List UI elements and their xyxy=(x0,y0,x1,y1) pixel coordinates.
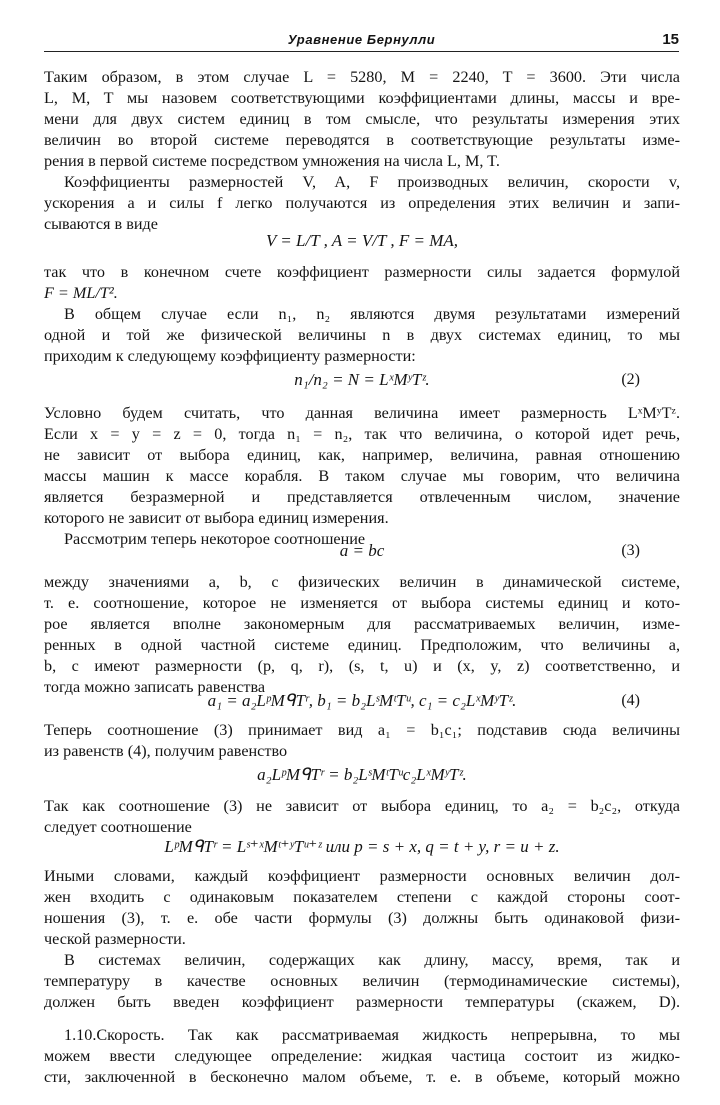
text-line: сти, заключенной в бесконечно малом объеме, т. е. в объеме, который можно xyxy=(44,1068,680,1086)
text-line: которого не зависит от выбора единиц измерения. xyxy=(44,509,389,527)
text-line: ческой размерности. xyxy=(44,930,186,948)
text-line: из равенств (4), получим равенство xyxy=(44,742,288,760)
text-line: между значениями a, b, c физических величин в динамической системе, xyxy=(44,573,680,591)
running-head-title: Уравнение Бернулли xyxy=(287,32,436,47)
equation-dimensions: V = L/T , A = V/T , F = MA, xyxy=(265,231,459,250)
text-line: рения в первой системе посредством умножения на числа L, M, T. xyxy=(44,152,500,170)
equation-exponents: LᵖMᑫTʳ = Lˢ⁺ˣMᵗ⁺ʸTᵘ⁺ᶻ или p = s + x, q = t + y, r = u + z. xyxy=(164,837,560,856)
text-line: Иными словами, каждый коэффициент размерности основных величин дол- xyxy=(44,867,680,885)
text-line: L, M, T мы назовем соответствующими коэффициентами длины, массы и вре- xyxy=(44,89,680,107)
text-line: Коэффициенты размерностей V, A, F производных величин, скорости v, xyxy=(64,173,680,191)
text-line: Если x = y = z = 0, тогда n₁ = n₂, так что величина, о которой идет речь, xyxy=(44,425,680,443)
text-line: приходим к следующему коэффициенту размерности: xyxy=(44,347,416,365)
text-line: Условно будем считать, что данная величина имеет размерность LˣMʸTᶻ. xyxy=(44,404,680,422)
text-line: т. е. соотношение, которое не изменяется от выбора системы единиц и кото- xyxy=(44,594,680,612)
text-line: F = ML/T². xyxy=(44,284,118,302)
text-line: В общем случае если n₁, n₂ являются двумя результатами измерений xyxy=(64,305,680,323)
text-line: b, c имеют размерности (p, q, r), (s, t, u) и (x, y, z) соответственно, и xyxy=(44,657,680,675)
section-heading-line: 1.10.Скорость. Так как рассматриваемая жидкость непрерывна, то мы xyxy=(64,1026,680,1044)
equation-substituted: a₂LᵖMᑫTʳ = b₂LˢMᵗTᵘc₂LˣMʸTᶻ. xyxy=(257,765,467,784)
text-line: должен быть введен коэффициент размерности температуры (скажем, D). xyxy=(44,993,680,1011)
text-line: тогда можно записать равенства xyxy=(44,678,266,696)
equation-3 xyxy=(44,536,680,566)
text-line: можем ввести следующее определение: жидкая частица состоит из жидко- xyxy=(44,1047,680,1065)
text-line: массы машин к массе корабля. В таком случае мы говорим, что величина xyxy=(44,467,680,485)
text-line: температуру в качестве основных величин (термодинамические системы), xyxy=(44,972,680,990)
text-line: ускорения a и силы f легко получаются из определения этих величин и запи- xyxy=(44,194,680,212)
text-line: является безразмерной и представляется отвлеченным числом, значение xyxy=(44,488,680,506)
text-line: жен входить с одинаковым показателем степени с каждой стороны соот- xyxy=(44,888,680,906)
text-line: рое является вполне закономерным для рассматриваемых величин, изме- xyxy=(44,615,680,633)
running-head xyxy=(44,31,679,52)
text-line: величин во второй системе переводятся в соответствующие результаты изме- xyxy=(44,131,680,149)
equation-4-body: a₁ = a₂LᵖMᑫTʳ, b₁ = b₂LˢMᵗTᵘ, c₁ = c₂LˣMʸTᶻ. xyxy=(207,691,517,710)
text-line: Так как соотношение (3) не зависит от выбора единиц, то a₂ = b₂c₂, откуда xyxy=(44,797,680,815)
equation-number-2: (2) xyxy=(621,371,640,388)
text-line: мени для двух систем единиц в том смысле, что результаты измерения этих xyxy=(44,110,680,128)
text-line: одной и той же физической величины n в двух системах единиц, то мы xyxy=(44,326,680,344)
text-line: Таким образом, в этом случае L = 5280, M = 2240, T = 3600. Эти числа xyxy=(44,68,680,86)
equation-3-body: a = bc xyxy=(339,541,385,560)
equation-number-3: (3) xyxy=(621,542,640,559)
equation-4 xyxy=(44,686,680,716)
text-line: Теперь соотношение (3) принимает вид a₁ = b₁c₁; подставив сюда величины xyxy=(44,721,680,739)
text-line: ренных в одной частной системе единиц. Предположим, что величины a, xyxy=(44,636,680,654)
text-line: не зависит от выбора единиц, как, например, величина, равная отношению xyxy=(44,446,680,464)
text-line: Рассмотрим теперь некоторое соотношение xyxy=(64,530,366,548)
equation-2-body: n₁/n₂ = N = LˣMʸTᶻ. xyxy=(294,370,430,389)
equation-2 xyxy=(44,365,680,395)
text-line: следует соотношение xyxy=(44,818,192,836)
text-line: ношения (3), т. е. обе части формулы (3) должны быть одинаковой физи- xyxy=(44,909,680,927)
page-number: 15 xyxy=(662,31,679,48)
equation-number-4: (4) xyxy=(621,692,640,709)
text-line: так что в конечном счете коэффициент размерности силы задается формулой xyxy=(44,263,680,281)
text-line: сываются в виде xyxy=(44,215,158,233)
text-line: В системах величин, содержащих как длину, массу, время, так и xyxy=(64,951,680,969)
